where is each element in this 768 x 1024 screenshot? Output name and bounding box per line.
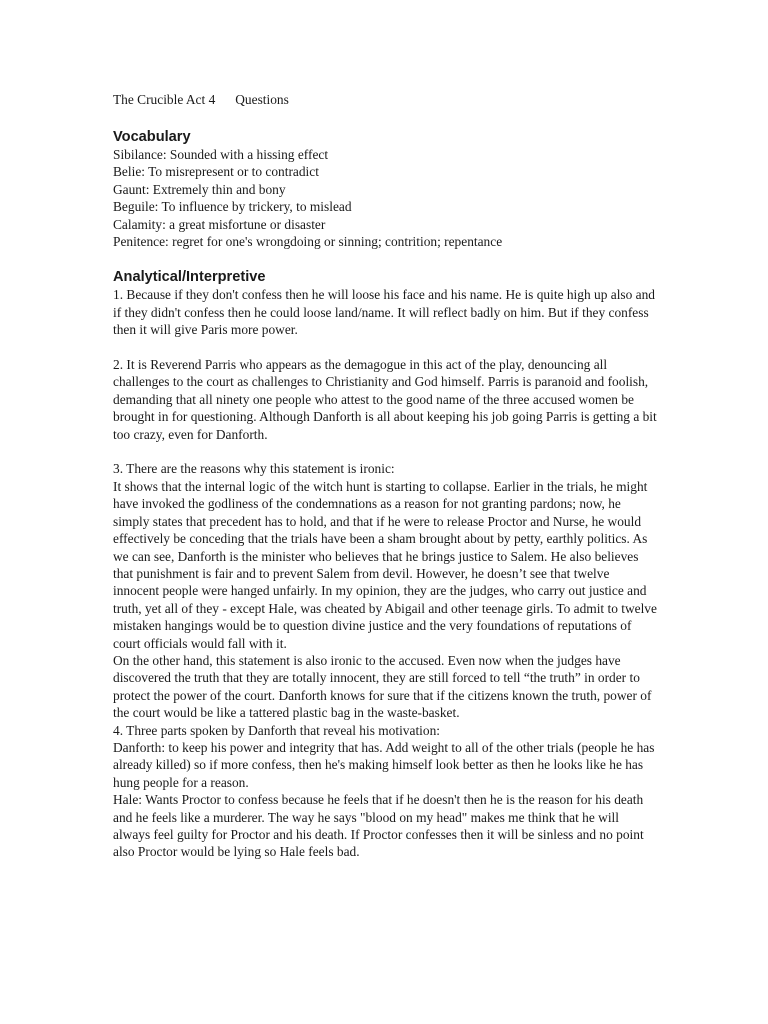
paragraph-spacer bbox=[113, 339, 658, 356]
paragraph-spacer bbox=[113, 443, 658, 460]
analytical-heading: Analytical/Interpretive bbox=[113, 269, 266, 286]
title-left: The Crucible Act 4 bbox=[113, 92, 216, 107]
vocabulary-list bbox=[113, 146, 658, 250]
vocab-item: Gaunt: Extremely thin and bony bbox=[113, 181, 286, 197]
vocab-item: Belie: To misrepresent or to contradict bbox=[113, 164, 319, 180]
answer-2: 2. It is Reverend Parris who appears as the demagogue in this act of the play, denouncing all challenges to the court as challenges to Christianity and God himself. Parris is paranoid and foolish, demanding that all ninety one people who attest to the good name of the three accused women be brought in for questioning. Although Danforth is all about keeping his job going Parris is getting a bit too crazy, even for Danforth. bbox=[113, 357, 657, 442]
answer-4-hale: Hale: Wants Proctor to confess because he feels that if he doesn't then he is the reason for his death and he feels like a murderer. The way he says "blood on my head" makes me think that he will always feel guilty for Proctor and his death. If Proctor confesses then it will be sinless and no point also Proctor would be lying so Hale feels bad. bbox=[113, 792, 644, 860]
title-right: Questions bbox=[235, 92, 289, 107]
answer-1: 1. Because if they don't confess then he will loose his face and his name. He is quite high up also and if they didn't confess then he could loose land/name. It will reflect badly on him. But if they confess then it will give Paris more power. bbox=[113, 287, 656, 338]
vocab-item: Calamity: a great misfortune or disaster bbox=[113, 216, 326, 232]
vocab-item: Sibilance: Sounded with a hissing effect bbox=[113, 147, 329, 162]
vocab-item: Penitence: regret for one's wrongdoing or sinning; contrition; repentance bbox=[113, 234, 503, 250]
answer-4-danforth: Danforth: to keep his power and integrity that has. Add weight to all of the other trials (people he has already killed) so if more confess, then he's making himself look better as then he looks like he has hung people for a reason. bbox=[113, 739, 655, 790]
document-title bbox=[113, 90, 658, 110]
answer-3-paragraph-1: It shows that the internal logic of the witch hunt is starting to collapse. Earlier in the trials, he might have invoked the godliness of the condemnations as a reason for not granting pardons; now, he simply states that precedent has to hold, and that if he were to release Proctor and Nurse, he would effectively be conceding that the trials have been a sham brought about by petty, earthly politics. As we can see, Danforth is the minister who believes that he brings justice to Salem. He also believes that punishment is fair and to prevent Salem from devil. However, he doesn’t see that twelve innocent people were hanged unfairly. In my opinion, they are the judges, who carry out justice and truth, yet all of they - except Hale, was cheated by Abigail and other teenage girls. To admit to twelve mistaken hangings would be to question divine justice and the very foundations of reputations of court officials would fall with it. bbox=[113, 478, 657, 651]
vocab-item: Beguile: To influence by trickery, to mislead bbox=[113, 199, 352, 215]
document-page bbox=[113, 90, 658, 861]
answer-3-intro: 3. There are the reasons why this statement is ironic: bbox=[113, 461, 395, 477]
vocabulary-heading: Vocabulary bbox=[113, 129, 191, 145]
answer-4-intro: 4. Three parts spoken by Danforth that reveal his motivation: bbox=[113, 722, 440, 738]
answer-3-paragraph-2: On the other hand, this statement is also ironic to the accused. Even now when the judges have discovered the truth that they are totally innocent, they are still forced to tell “the truth” in order to protect the power of the court. Danforth knows for sure that if the citizens known the truth, power of the court would be like a tattered plastic bag in the waste-basket. bbox=[113, 652, 652, 721]
